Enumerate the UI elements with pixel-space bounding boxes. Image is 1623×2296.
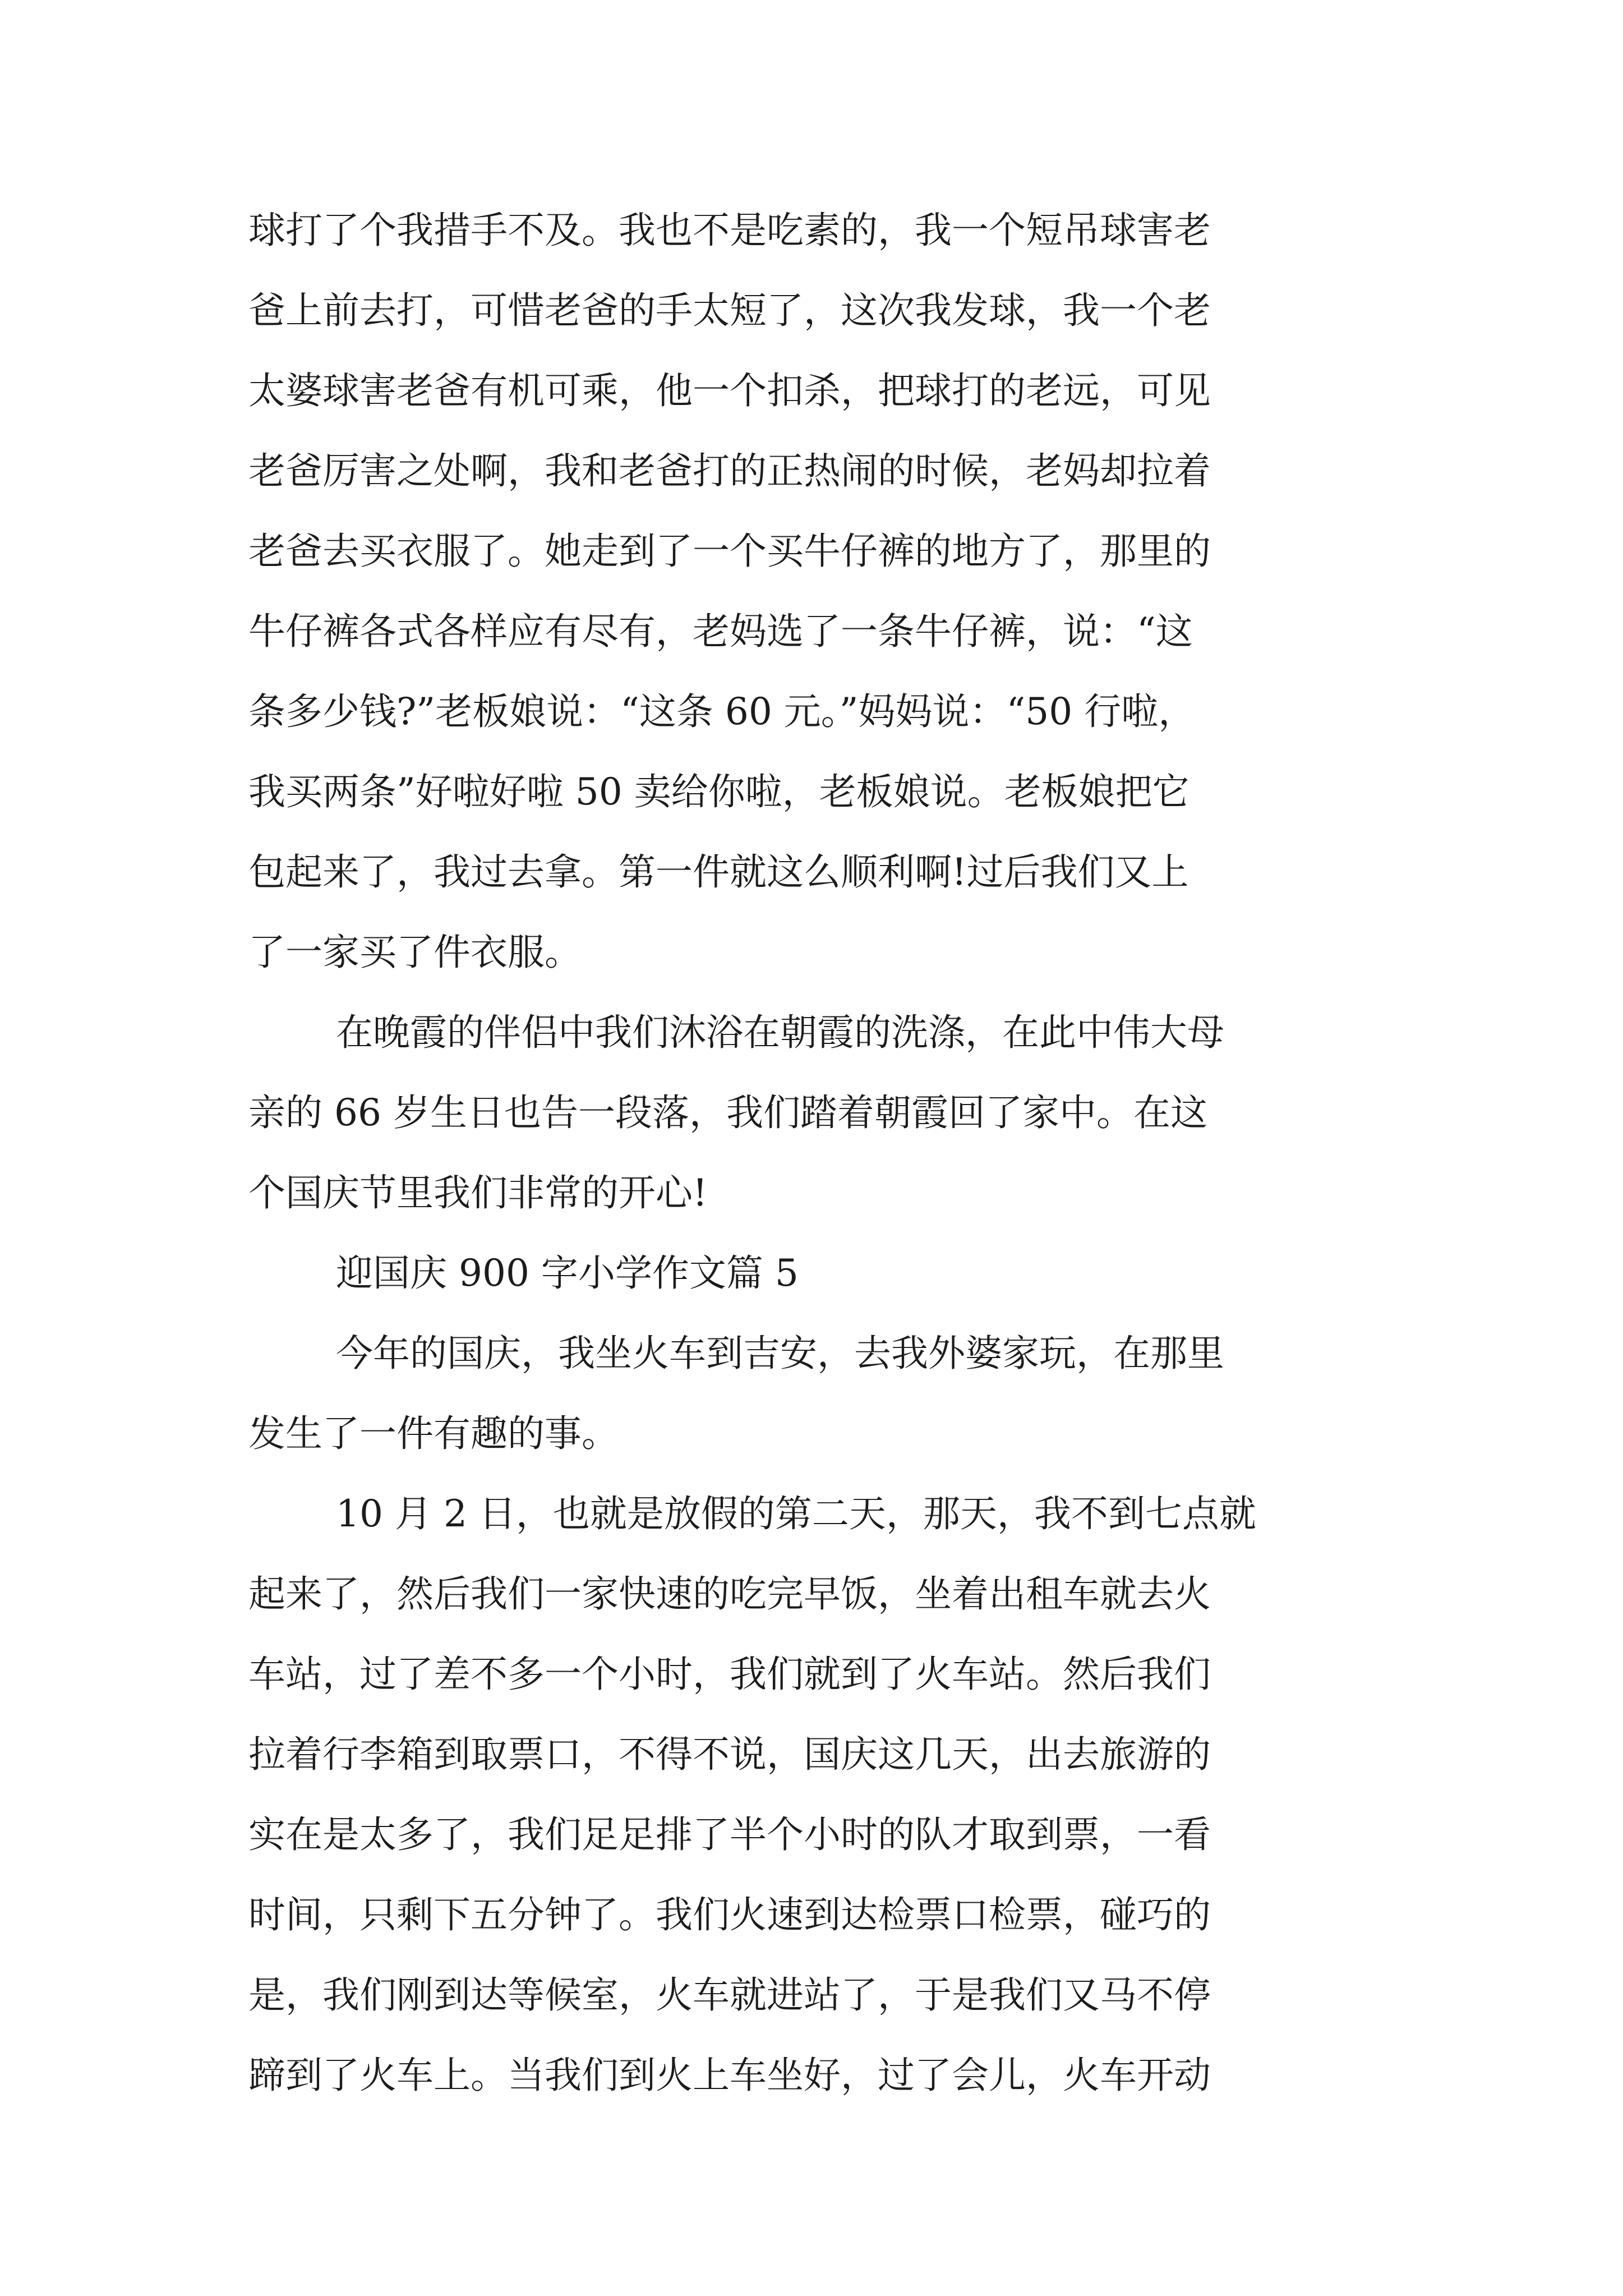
text-line: 了一家买了件衣服。 xyxy=(248,931,582,974)
text-line: 老爸去买衣服了。她走到了一个买牛仔裤的地方了，那里的 xyxy=(248,530,1211,573)
text-line: 爸上前去打，可惜老爸的手太短了，这次我发球，我一个老 xyxy=(248,289,1211,332)
text-line: 个国庆节里我们非常的开心! xyxy=(248,1171,708,1214)
text-line: 我买两条”好啦好啦 50 卖给你啦，老板娘说。老板娘把它 xyxy=(248,770,1189,813)
text-line: 发生了一件有趣的事。 xyxy=(248,1412,619,1455)
text-line: 条多少钱?”老板娘说：“这条 60 元。”妈妈说：“50 行啦， xyxy=(248,690,1196,733)
text-line: 实在是太多了，我们足足排了半个小时的队才取到票，一看 xyxy=(248,1813,1211,1856)
text-line: 蹄到了火车上。当我们到火上车坐好，过了会儿，火车开动 xyxy=(248,2054,1211,2097)
section-title: 迎国庆 900 字小学作文篇 5 xyxy=(336,1251,799,1295)
text-line: 时间，只剩下五分钟了。我们火速到达检票口检票，碰巧的 xyxy=(248,1893,1211,1936)
text-line: 老爸厉害之处啊，我和老爸打的正热闹的时候，老妈却拉着 xyxy=(248,449,1211,493)
text-line: 起来了，然后我们一家快速的吃完早饭，坐着出租车就去火 xyxy=(248,1572,1211,1616)
text-line: 包起来了，我过去拿。第一件就这么顺利啊!过后我们又上 xyxy=(248,850,1189,894)
text-line: 车站，过了差不多一个小时，我们就到了火车站。然后我们 xyxy=(248,1653,1211,1696)
text-line: 在晚霞的伴侣中我们沐浴在朝霞的洗涤，在此中伟大母 xyxy=(336,1011,1224,1054)
text-line: 10 月 2 日，也就是放假的第二天，那天，我不到七点就 xyxy=(336,1492,1256,1535)
text-line: 太婆球害老爸有机可乘，他一个扣杀，把球打的老远，可见 xyxy=(248,369,1211,412)
text-line: 是，我们刚到达等候室，火车就进站了，于是我们又马不停 xyxy=(248,1973,1211,2017)
text-line: 今年的国庆，我坐火车到吉安，去我外婆家玩，在那里 xyxy=(336,1332,1224,1375)
text-line: 拉着行李箱到取票口，不得不说，国庆这几天，出去旅游的 xyxy=(248,1733,1211,1776)
text-line: 亲的 66 岁生日也告一段落，我们踏着朝霞回了家中。在这 xyxy=(248,1091,1207,1134)
text-line: 球打了个我措手不及。我也不是吃素的，我一个短吊球害老 xyxy=(248,209,1211,252)
text-line: 牛仔裤各式各样应有尽有，老妈选了一条牛仔裤，说：“这 xyxy=(248,610,1193,653)
